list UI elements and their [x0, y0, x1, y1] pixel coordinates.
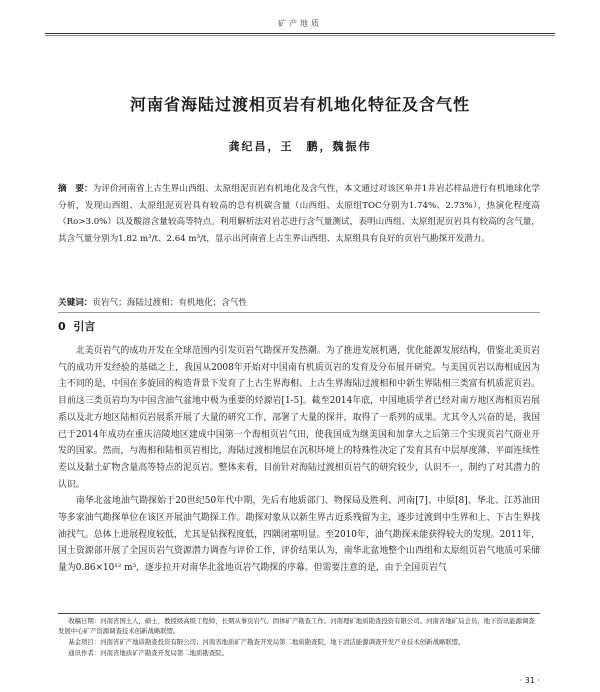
footnote: 收稿日期：河南省国土人，硕士，教授级高级工程师，长期从事页岩气、固体矿产勘查工作。河南理矿地质勘查投资有限公司。河南省地矿局会员，地下资讯能源调查发展中心矿产资源调查技术创新战略联盟。 [58, 617, 535, 635]
paper-title: 河南省海陆过渡相页岩有机地化特征及含气性 [129, 95, 470, 114]
keywords-label: 关键词： [58, 298, 93, 308]
body-paragraph: 南华北盆地油气勘探始于20世纪50年代中期，先后有地质部门、物探局及胜利、河南[7]、中原[8]、华北、江苏油田等多家油气勘探单位在该区开展油气勘探工作。勘探对象从以新生界古近系残留为主，逐步过渡到中生界和上、下古生界找油找气。总体上进展程度较低，尤其是钻探程度低，四隅闭塞明显。至2010年，油气勘探未能获得较大的发现。2011年，国土资源部开展了全国页岩气资源潜力调查与评价工作，评价结果认为，南华北盆地整个山西组和太原组页岩气地质可采储量为0.86×10¹² m³，逐步拉开对南华北盆地页岩气勘探的序幕。但需要注意的是，由于全国页岩气 [58, 496, 540, 574]
footnote-rule [58, 613, 540, 614]
section-number: 0 [58, 320, 66, 333]
abstract-text: 为评价河南省上古生界山西组、太原组泥页岩有机地化及含气性，本文通过对该区单井1井岩芯样品进行有机地球化学分析，发现山西组、太原组泥页岩具有较高的总有机碳含量（山西组、太原组TOC分别为1.74%、2.73%），热演化程度高（Ro>3.0%）以及酸溶含量较高等特点。利用解析法对岩芯进行含气量测试，表明山西组、太原组泥页岩具有较高的含气量，其含气量分别为1.82 m³/t、2.64 m³/t，显示出河南省上古生界山西组、太原组具有良好的页岩气勘探开发潜力。 [58, 184, 540, 244]
abstract-label: 摘 要： [58, 184, 93, 194]
page-number: · 31 · [519, 676, 540, 685]
keywords-text: 页岩气；海陆过渡相；有机地化；含气性 [92, 298, 248, 308]
body-text [58, 343, 540, 577]
section-title: 引言 [73, 320, 96, 333]
abstract [58, 181, 540, 247]
section-heading [58, 318, 95, 334]
footnote: 通讯作者：河南省地质矿产勘查开发局第二地质勘查院。 [68, 649, 228, 657]
section-divider [58, 312, 540, 313]
header-rule-thin [45, 35, 555, 36]
keywords [58, 296, 540, 308]
author-list: 龚纪昌，王 鹏，魏振伟 [228, 140, 372, 153]
body-paragraph: 北美页岩气的成功开发在全球范围内引发页岩气勘探开发热潮。为了推进发展机遇，优化能源发展结构，借鉴北美页岩气的成功开发经验的基础之上，我国从2008年开始对中国南有机质页岩的发育及分布展开研究。与美国页岩以海相成因为主不同的是，中国在多旋回的构造背景下发育了上古生界海相、上古生界海陆过渡相和中新生界陆相三类富有机质泥页岩。目前这三类页岩均为中国含油气盆地中极为重要的烃源岩[1-5]。截至2014年底，中国地质学者已经对南方地区海相页岩展系以及北方地区陆相页岩展系开展了大量的研究工作，部署了大量的探井，取得了一系列的成果。尤其令人兴奋的是，我国已于2014年成功在重庆涪陵地区建成中国第一个海相页岩气田，使我国成为继美国和加拿大之后第三个实现页岩气商业开发的国家。然而，与海相和陆相页岩相比，海陆过渡相地层在沉积环境上的特殊性决定了发育其有中层厚度薄、平面连续性差以及黏土矿物含量高等特点的泥页岩。整体来看，目前针对海陆过渡相页岩气的研究较少，认识不一，制约了对其潜力的认识。 [58, 346, 540, 490]
running-header: 矿产地质 [278, 19, 322, 28]
footnote: 基金项目：河南省矿产地质勘查投资有限公司；河南省地质矿产勘查开发局第二地质勘查院，地下清洁能源调查开发产业技术创新战略联盟。 [68, 638, 465, 646]
header-rule [45, 33, 555, 34]
footnotes [58, 616, 540, 659]
